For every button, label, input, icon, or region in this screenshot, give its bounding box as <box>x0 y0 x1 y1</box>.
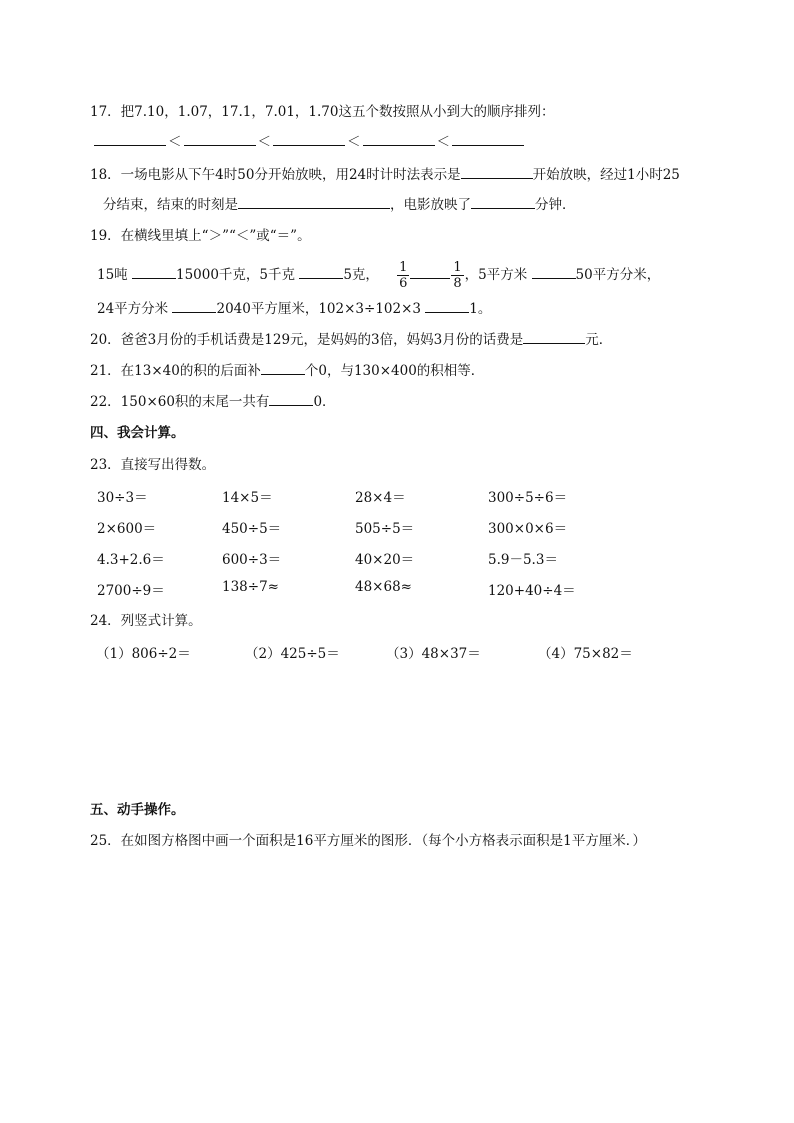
q23-row <box>90 486 710 506</box>
section-4-heading: 四、我会计算。 <box>90 425 185 441</box>
less-than-sign: ＜ <box>168 134 182 150</box>
q24-stem: 24．列竖式计算。 <box>90 613 202 629</box>
q20-blank[interactable] <box>523 329 585 344</box>
q17-answer-line <box>94 131 524 152</box>
answer-blank-5[interactable] <box>452 131 524 146</box>
calc-item: 120+40÷4＝ <box>488 583 576 599</box>
calc-item: 300×0×6＝ <box>488 521 568 537</box>
fraction-one-eighth: $\frac{1}{8}$ <box>453 260 462 291</box>
q18-line2: 分结束，结束的时刻是 ，电影放映了 分钟． <box>103 194 576 215</box>
calc-item: 2700÷9＝ <box>97 583 165 599</box>
vertical-calc-item: （2）425÷5＝ <box>245 646 340 662</box>
calc-item: 28×4＝ <box>355 490 406 506</box>
less-than-sign: ＜ <box>347 134 361 150</box>
q19-blank-2[interactable] <box>299 264 343 279</box>
q24-items <box>90 642 710 662</box>
answer-blank-1[interactable] <box>94 131 166 146</box>
q19-blank-1[interactable] <box>132 264 176 279</box>
q19-blank-6[interactable] <box>425 298 469 313</box>
q23-row <box>90 548 710 568</box>
vertical-calc-item: （3）48×37＝ <box>386 646 481 662</box>
q18-blank-time[interactable] <box>461 164 533 179</box>
q21-blank[interactable] <box>261 360 305 375</box>
q19-stem: 19．在横线里填上“＞”“＜”或“＝”。 <box>90 228 311 244</box>
calc-item: 14×5＝ <box>222 490 273 506</box>
calc-item: 48×68≈ <box>355 579 412 595</box>
calc-item: 138÷7≈ <box>222 579 279 595</box>
section-5-heading: 五、动手操作。 <box>90 802 185 818</box>
q25-stem: 25．在如图方格图中画一个面积是16平方厘米的图形．（每个小方格表示面积是1平方厘米．） <box>90 833 646 849</box>
q19-blank-3[interactable] <box>410 264 450 279</box>
q19-blank-5[interactable] <box>172 298 216 313</box>
q18-blank-end-time[interactable] <box>238 194 390 209</box>
fraction-one-sixth: $\frac{1}{6}$ <box>399 260 408 291</box>
calc-item: 300÷5÷6＝ <box>488 490 568 506</box>
less-than-sign: ＜ <box>257 134 271 150</box>
q17-stem: 17．把7.10，1.07，17.1，7.01，1.70这五个数按照从小到大的顺序排列： <box>90 104 555 120</box>
q20: 20．爸爸3月份的手机话费是129元，是妈妈的3倍，妈妈3月份的话费是 元． <box>90 329 612 350</box>
calc-item: 40×20＝ <box>355 552 415 568</box>
q18-blank-minutes[interactable] <box>471 194 535 209</box>
calc-item: 2×600＝ <box>97 521 157 537</box>
calc-item: 505÷5＝ <box>355 521 415 537</box>
q21: 21．在13×40的积的后面补 个0，与130×400的积相等． <box>90 360 484 381</box>
q19-blank-4[interactable] <box>532 264 576 279</box>
answer-blank-4[interactable] <box>363 131 435 146</box>
q22: 22．150×60积的末尾一共有 0． <box>90 391 336 412</box>
q23-row <box>90 579 710 599</box>
answer-blank-2[interactable] <box>184 131 256 146</box>
calc-item: 450÷5＝ <box>222 521 282 537</box>
calc-item: 5.9－5.3＝ <box>488 552 558 568</box>
vertical-calc-item: （4）75×82＝ <box>538 646 633 662</box>
q23-row <box>90 517 710 537</box>
vertical-calc-item: （1）806÷2＝ <box>96 646 191 662</box>
less-than-sign: ＜ <box>436 134 450 150</box>
calc-item: 4.3+2.6＝ <box>97 552 165 568</box>
q19-line1: 15吨 15000千克，5千克 5克， $\frac{1}{6}$ $\frac{1}{8}$ ，5平方米 50平方分米， <box>97 260 661 291</box>
q23-stem: 23．直接写出得数。 <box>90 457 216 473</box>
q19-line2: 24平方分米 2040平方厘米，102×3÷102×3 1。 <box>97 298 491 319</box>
q18-line1: 18．一场电影从下午4时50分开始放映，用24时计时法表示是 开始放映，经过1小时25 <box>90 164 680 185</box>
calc-item: 30÷3＝ <box>97 490 148 506</box>
answer-blank-3[interactable] <box>273 131 345 146</box>
q22-blank[interactable] <box>269 391 313 406</box>
calc-item: 600÷3＝ <box>222 552 282 568</box>
